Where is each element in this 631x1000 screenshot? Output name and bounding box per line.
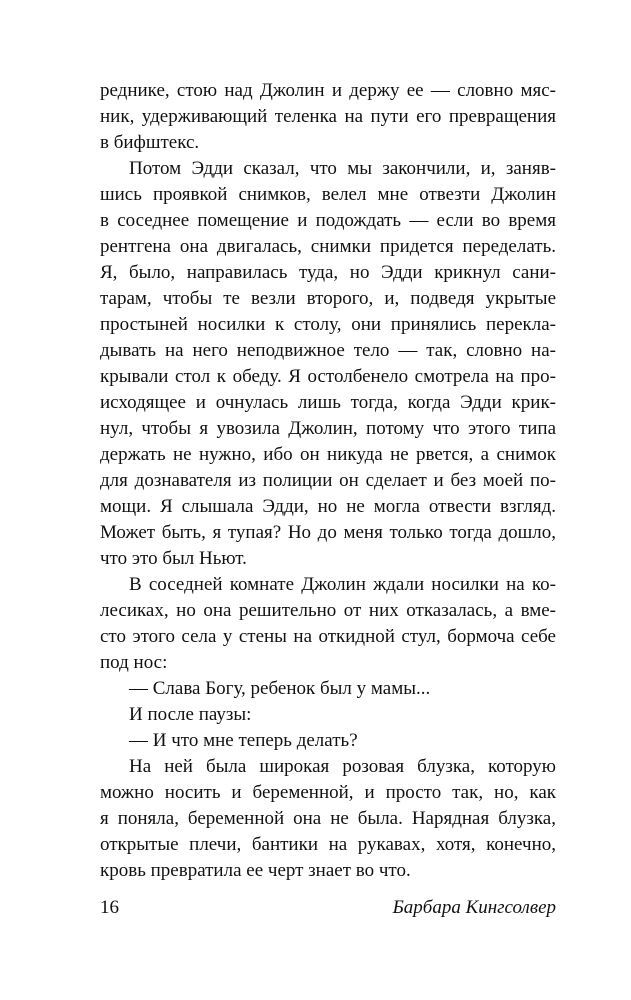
text-line: ник, удерживающий теленка на пути его превращения <box>100 106 556 127</box>
text-line: можно носить и беременной, и просто так, но, как <box>100 782 556 803</box>
text-line: Может быть, я тупая? Но до меня только тогда дошло, <box>100 522 556 543</box>
text-line: Я, было, направилась туда, но Эдди крикнул сани- <box>100 262 556 283</box>
text-line: держать не нужно, ибо он никуда не рвется, а снимок <box>100 444 556 465</box>
text-line: я поняла, беременной она не была. Нарядная блузка, <box>100 808 556 829</box>
text-line: реднике, стою над Джолин и держу ее — словно мяс- <box>100 80 556 101</box>
dialogue-line: — И что мне теперь делать? <box>129 730 358 751</box>
text-line: в соседнее помещение и подождать — если во время <box>100 210 556 231</box>
text-line: И после паузы: <box>129 704 252 725</box>
text-line: простыней носилки к столу, они принялись перекла- <box>100 314 556 335</box>
text-line: мощи. Я слышала Эдди, но не могла отвести взгляд. <box>100 496 556 517</box>
page-number: 16 <box>100 897 119 918</box>
text-line: сто этого села у стены на откидной стул, бормоча себе <box>100 626 556 647</box>
text-line: дывать на него неподвижное тело — так, словно на- <box>100 340 556 361</box>
text-line: что это был Ньют. <box>100 548 247 569</box>
text-line: В соседней комнате Джолин ждали носилки на ко- <box>129 574 556 595</box>
text-line: исходящее и очнулась лишь тогда, когда Эдди крик- <box>100 392 556 413</box>
running-footer-author: Барбара Кингсолвер <box>392 897 556 918</box>
text-line: тарам, чтобы те везли второго, и, подведя укрытые <box>100 288 556 309</box>
text-line: открытые плечи, бантики на рукавах, хотя, конечно, <box>100 834 556 855</box>
text-line: лесиках, но она решительно от них отказалась, а вме- <box>100 600 556 621</box>
text-line: в бифштекс. <box>100 132 200 153</box>
text-line: шись проявкой снимков, велел мне отвезти Джолин <box>100 184 556 205</box>
text-line: рентгена она двигалась, снимки придется переделать. <box>100 236 556 257</box>
text-line: На ней была широкая розовая блузка, которую <box>129 756 556 777</box>
text-line: под нос: <box>100 652 168 673</box>
text-line: кровь превратила ее черт знает во что. <box>100 860 411 881</box>
text-line: Потом Эдди сказал, что мы закончили, и, заняв- <box>129 158 556 179</box>
text-line: нул, чтобы я увозила Джолин, потому что этого типа <box>100 418 556 439</box>
dialogue-line: — Слава Богу, ребенок был у мамы... <box>129 678 431 699</box>
text-line: крывали стол к обеду. Я остолбенело смотрела на про- <box>100 366 556 387</box>
text-line: для дознавателя из полиции он сделает и без моей по- <box>100 470 556 491</box>
